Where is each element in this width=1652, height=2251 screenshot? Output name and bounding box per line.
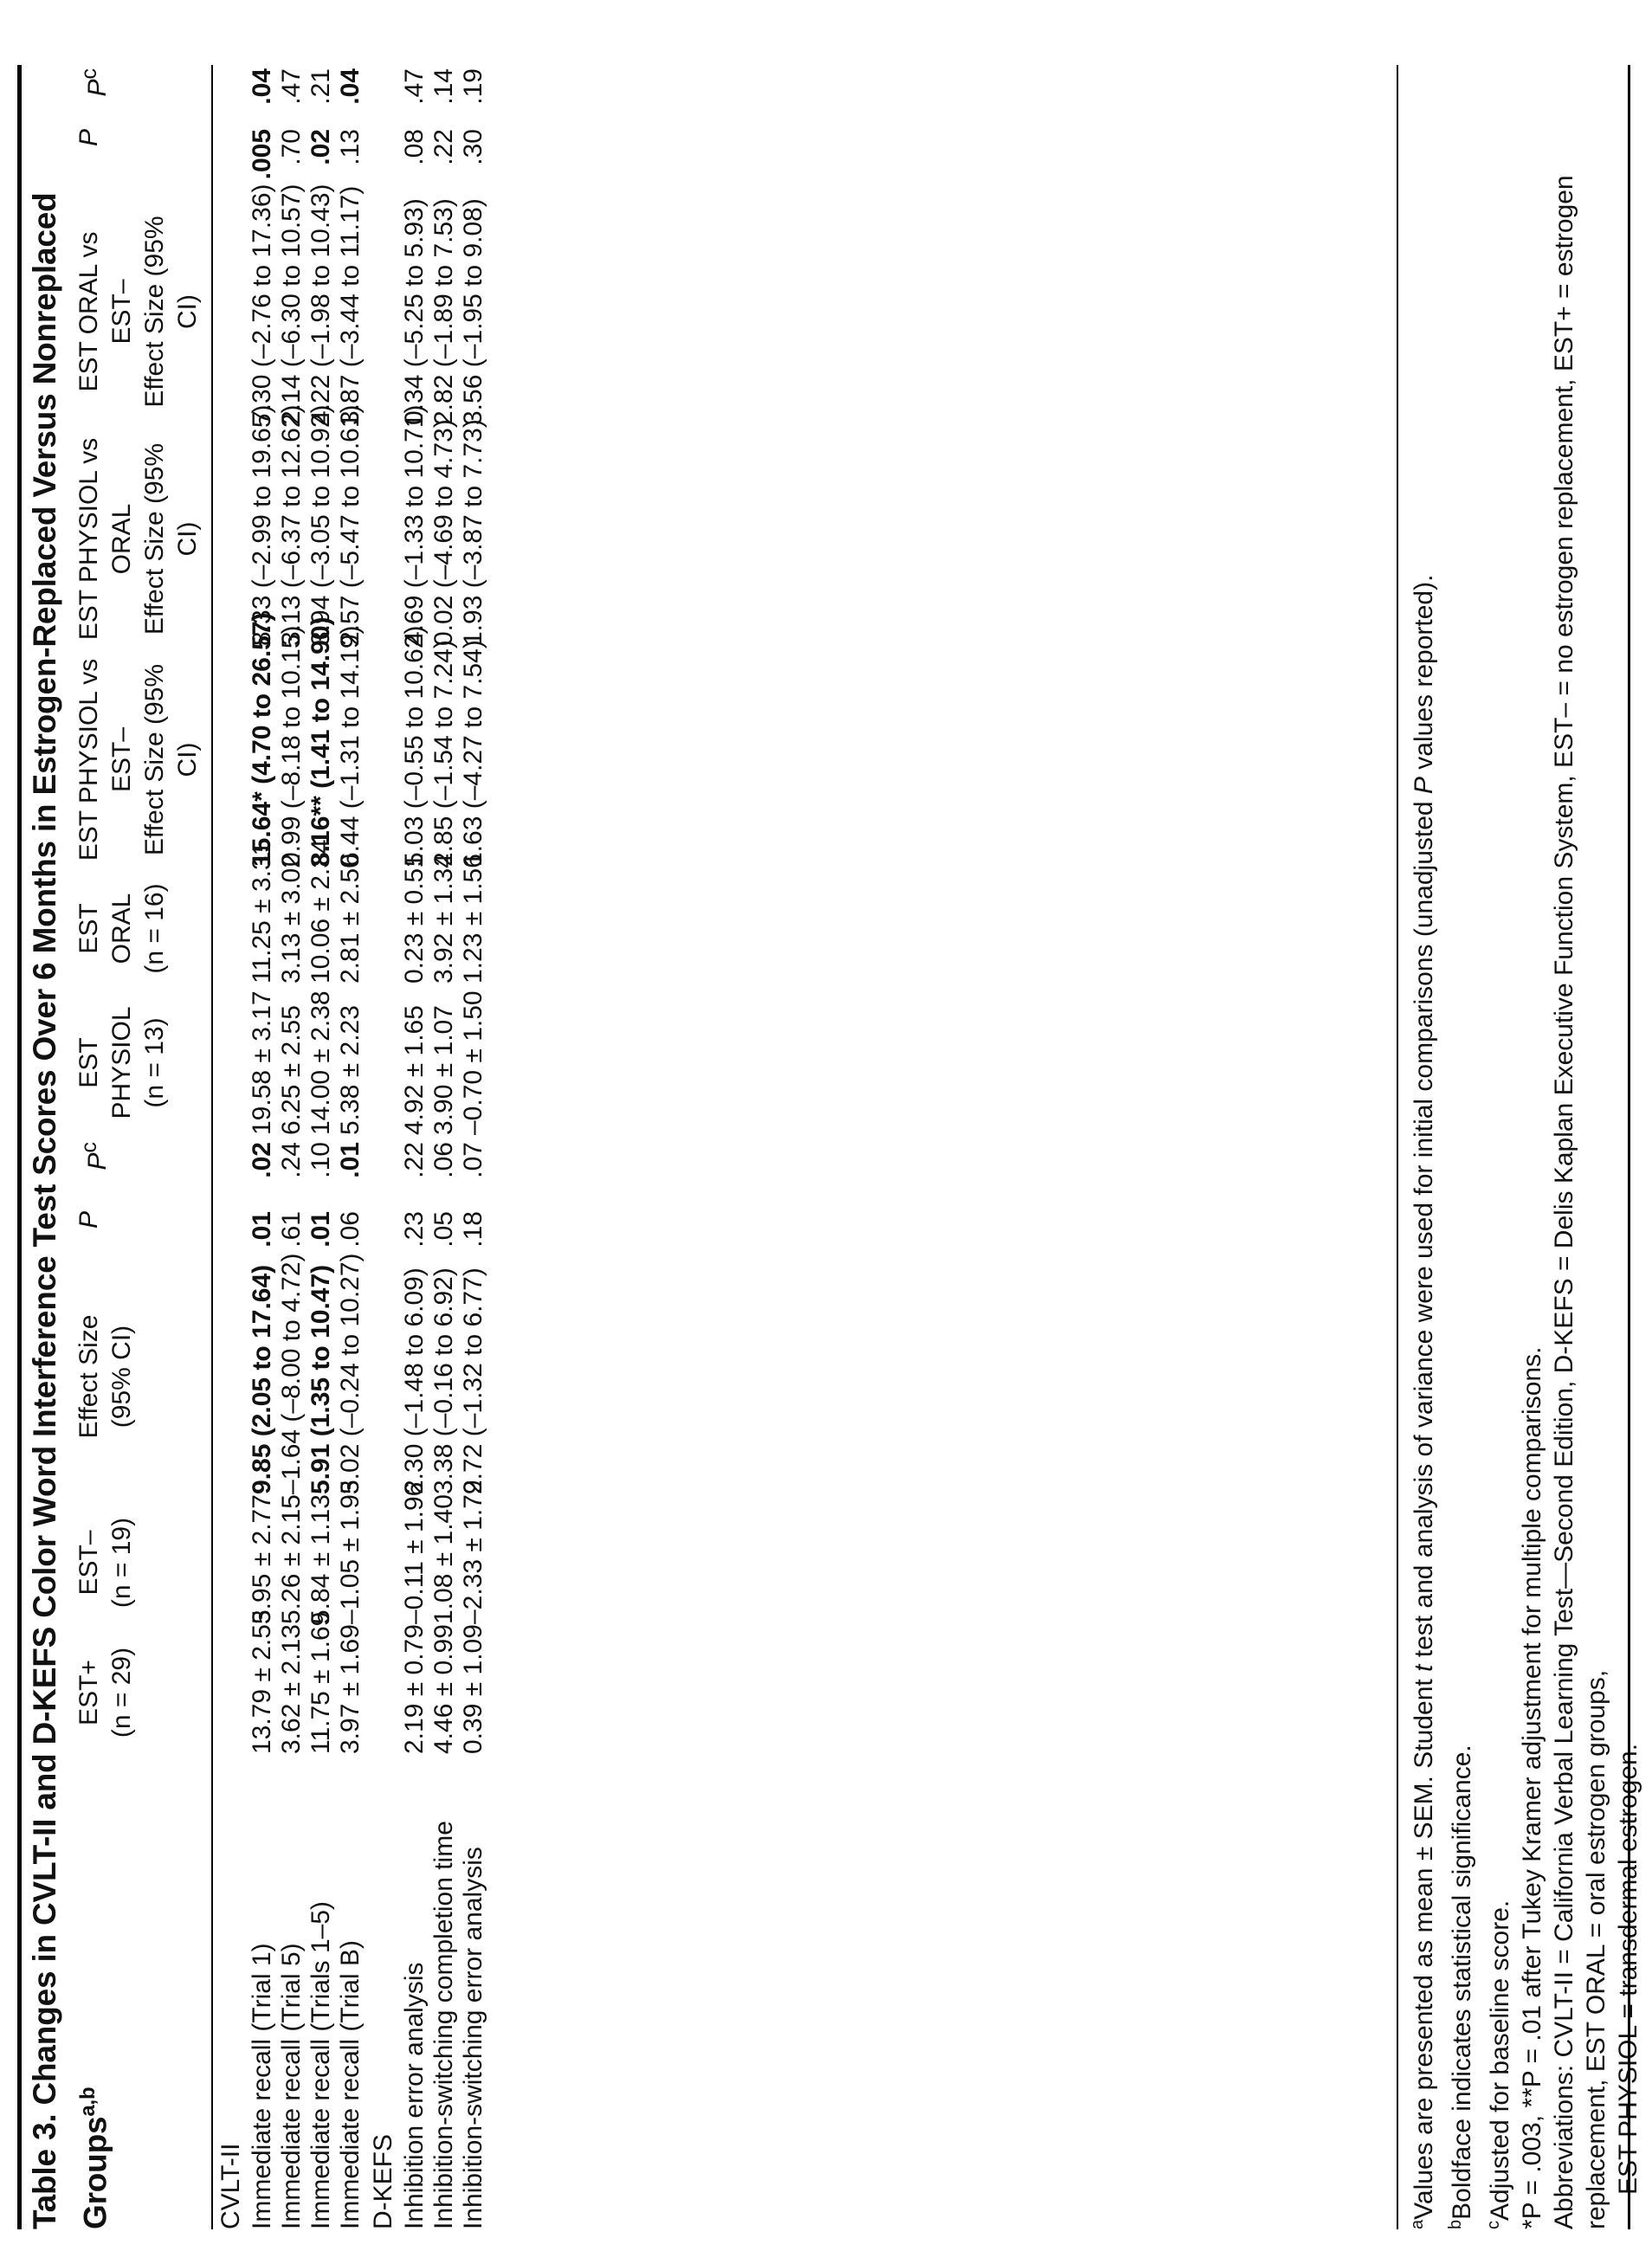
- cell-p-adjusted: .01: [336, 1142, 365, 1178]
- cell-effect-size: 5.91 (1.35 to 10.47): [307, 1264, 335, 1494]
- row-label: Inhibition-switching completion time: [429, 1821, 458, 2229]
- section-label-cvlt: CVLT-II: [216, 2143, 245, 2229]
- cell-physiol-vs-minus: 2.85 (–1.54 to 7.24): [429, 640, 458, 867]
- cell-est-physiol: 5.38 ± 2.23: [336, 1005, 365, 1135]
- cell-physiol-vs-oral: 4.69 (–1.33 to 10.71): [400, 404, 429, 646]
- cell-p-adjusted-2: .47: [277, 68, 306, 105]
- cell-p-adjusted-2: .47: [400, 68, 429, 105]
- row-label: Inhibition-switching error analysis: [459, 1847, 487, 2229]
- cell-effect-size: 3.38 (–0.16 to 6.92): [429, 1267, 458, 1494]
- cell-p: .18: [459, 1211, 487, 1248]
- cell-est-physiol: 6.25 ± 2.55: [277, 1005, 306, 1135]
- cell-est-plus: 3.62 ± 2.13: [277, 1624, 306, 1754]
- footnote-c: $^c$Adjusted for baseline score.: [1484, 1899, 1514, 2229]
- cell-est-oral: 3.92 ± 1.34: [429, 854, 458, 984]
- cell-physiol-vs-minus: 5.03 (–0.55 to 10.62): [400, 625, 429, 867]
- cell-est-minus: –2.33 ± 1.79: [459, 1480, 487, 1624]
- table-row: [307, 65, 336, 2229]
- header-est-plus: EST+ (n = 29): [74, 1647, 136, 1738]
- cell-physiol-vs-oral: 3.94 (–3.05 to 10.92): [307, 404, 335, 646]
- cell-est-plus: 4.46 ± 0.99: [429, 1624, 458, 1754]
- table-bottom-rule: [1628, 65, 1630, 2229]
- cell-est-oral: 0.23 ± 0.51: [400, 854, 429, 984]
- cell-p-adjusted: .10: [307, 1142, 335, 1178]
- row-label: Immediate recall (Trial B): [336, 1940, 365, 2229]
- header-est-minus: EST– (n = 19): [74, 1517, 136, 1609]
- header-p-adjusted: $P^c$: [77, 1142, 112, 1171]
- cell-p: .06: [336, 1211, 365, 1248]
- footnote-b: $^b$Boldface indicates statistical significance.: [1446, 1745, 1476, 2229]
- table-row: [400, 65, 429, 2229]
- cell-est-physiol: –0.70 ± 1.50: [459, 990, 487, 1135]
- cell-physiol-vs-minus: 0.99 (–8.18 to 10.15): [277, 625, 306, 867]
- table-footnotes: [1397, 65, 1644, 2229]
- cell-p-2: .22: [429, 129, 458, 165]
- section-label-dkefs: D-KEFS: [369, 2133, 397, 2229]
- cell-est-plus: 13.79 ± 2.55: [248, 1609, 276, 1754]
- cell-p-adjusted: .02: [248, 1142, 276, 1178]
- cell-effect-size: 5.02 (–0.24 to 10.27): [336, 1253, 365, 1494]
- cell-oral-vs-minus: 3.87 (–3.44 to 11.17): [336, 185, 365, 425]
- cell-effect-size: 2.30 (–1.48 to 6.09): [400, 1267, 429, 1494]
- table-row: [248, 65, 277, 2229]
- cell-p-adjusted-2: .04: [336, 68, 365, 105]
- cell-est-minus: –0.11 ± 1.96: [400, 1481, 429, 1624]
- cell-est-minus: 5.26 ± 2.15: [277, 1494, 306, 1624]
- row-label: Inhibition error analysis: [400, 1962, 429, 2229]
- table-row: [459, 65, 488, 2229]
- cell-p: .01: [307, 1211, 335, 1248]
- cell-oral-vs-minus: 2.14 (–6.30 to 10.57): [277, 184, 306, 425]
- header-p-adjusted-2: $P^c$: [77, 68, 112, 97]
- header-p: P: [74, 1211, 103, 1229]
- cell-p-2: .70: [277, 129, 306, 165]
- cell-p-2: .005: [248, 129, 276, 180]
- title-footnote-marker: a,b: [76, 2087, 100, 2117]
- rotated-table-page: [7, 30, 1643, 2247]
- footnote-abbreviations: Abbreviations: CVLT-II = California Verbal Learning Test—Second Edition, D-KEFS = Delis Kaplan Executive Function System, EST– = no estrogen replacement, EST+ = estrogen replacement, EST ORAL = oral estrogen groups,: [1550, 175, 1610, 2229]
- cell-est-minus: 1.08 ± 1.40: [429, 1494, 458, 1624]
- footnote-significance: *P = .003, **P = .01 after Tukey Kramer adjustment for multiple comparisons.: [1518, 1346, 1546, 2229]
- cell-oral-vs-minus: 0.34 (–5.25 to 5.93): [400, 198, 429, 425]
- header-est-oral: EST ORAL (n = 16): [74, 883, 169, 974]
- cell-p-2: .08: [400, 129, 429, 165]
- cell-est-minus: 3.95 ± 2.77: [248, 1494, 276, 1624]
- cell-p: .61: [277, 1211, 306, 1248]
- cell-effect-size: 2.72 (–1.32 to 6.77): [459, 1267, 487, 1494]
- results-table: [68, 65, 488, 2229]
- cell-est-oral: 11.25 ± 3.31: [248, 841, 276, 984]
- header-label: [68, 1758, 212, 2229]
- cell-physiol-vs-oral: 0.02 (–4.69 to 4.73): [429, 419, 458, 646]
- cell-p: .23: [400, 1211, 429, 1248]
- cell-physiol-vs-minus: 6.44 (–1.31 to 14.19): [336, 625, 365, 867]
- row-label: Immediate recall (Trials 1–5): [307, 1901, 335, 2229]
- cell-p-2: .30: [459, 129, 487, 165]
- section-row-dkefs: [365, 65, 400, 2229]
- table-row: [429, 65, 459, 2229]
- cell-physiol-vs-oral: 8.33 (–2.99 to 19.65): [248, 404, 276, 646]
- cell-p-2: .13: [336, 129, 365, 165]
- cell-est-plus: 3.97 ± 1.69: [336, 1624, 365, 1754]
- cell-est-oral: 10.06 ± 2.34: [307, 839, 335, 984]
- cell-p-adjusted: .07: [459, 1142, 487, 1178]
- cell-est-oral: 2.81 ± 2.50: [336, 854, 365, 984]
- header-est-physiol: EST PHYSIOL (n = 13): [74, 1006, 169, 1119]
- header-row: [68, 65, 212, 2229]
- cell-p-2: .02: [307, 129, 335, 165]
- cell-p: .01: [248, 1211, 276, 1248]
- header-physiol-vs-minus: EST PHYSIOL vs EST– Effect Size (95% CI): [74, 658, 202, 861]
- cell-est-physiol: 14.00 ± 2.38: [307, 990, 335, 1135]
- row-label: Immediate recall (Trial 5): [277, 1943, 306, 2229]
- cell-p-adjusted: .22: [400, 1142, 429, 1178]
- cell-physiol-vs-minus: 1.63 (–4.27 to 7.54): [459, 640, 487, 867]
- cell-est-physiol: 19.58 ± 3.17: [248, 990, 276, 1135]
- cell-p: .05: [429, 1211, 458, 1248]
- cell-p-adjusted-2: .19: [459, 68, 487, 105]
- header-oral-vs-minus: EST ORAL vs EST– Effect Size (95% CI): [74, 216, 202, 408]
- cell-physiol-vs-oral: 1.93 (–3.87 to 7.73): [459, 419, 487, 646]
- cell-p-adjusted-2: .21: [307, 68, 335, 105]
- cell-oral-vs-minus: 3.56 (–1.95 to 9.08): [459, 198, 487, 425]
- cell-est-plus: 0.39 ± 1.09: [459, 1624, 487, 1754]
- cell-p-adjusted-2: .04: [248, 68, 276, 105]
- cell-p-adjusted: .24: [277, 1142, 306, 1178]
- cell-effect-size: –1.64 (–8.00 to 4.72): [277, 1253, 306, 1494]
- cell-oral-vs-minus: 2.82 (–1.89 to 7.53): [429, 198, 458, 425]
- header-physiol-vs-oral: EST PHYSIOL vs ORAL Effect Size (95% CI): [74, 437, 202, 641]
- cell-est-minus: 5.84 ± 1.13: [307, 1494, 335, 1624]
- cell-est-physiol: 3.90 ± 1.07: [429, 1005, 458, 1135]
- cell-est-minus: –1.05 ± 1.93: [336, 1480, 365, 1624]
- section-row-cvlt: [212, 65, 248, 2229]
- footnote-a: $^a$Values are presented as mean ± SEM. Student t test and analysis of variance were used for initial comparisons (unadjusted P values reported).: [1408, 574, 1438, 2229]
- cell-physiol-vs-minus: 15.64* (4.70 to 26.57): [248, 612, 276, 867]
- table-row: [277, 65, 307, 2229]
- table-row: [336, 65, 365, 2229]
- cell-p-adjusted: .06: [429, 1142, 458, 1178]
- cell-effect-size: 9.85 (2.05 to 17.64): [248, 1264, 276, 1494]
- header-effect-size: Effect Size (95% CI): [74, 1314, 136, 1439]
- cell-est-physiol: 4.92 ± 1.65: [400, 1005, 429, 1135]
- cell-est-plus: 11.75 ± 1.69: [307, 1611, 335, 1754]
- cell-oral-vs-minus: 4.22 (–1.98 to 10.43): [307, 184, 335, 425]
- cell-est-oral: 3.13 ± 3.02: [277, 854, 306, 984]
- cell-physiol-vs-oral: 2.57 (–5.47 to 10.61): [336, 404, 365, 646]
- cell-physiol-vs-minus: 8.16** (1.41 to 14.90): [307, 616, 335, 867]
- footnote-abbreviations-cont: EST PHYSIOL = transdermal estrogen.: [1614, 1743, 1642, 2195]
- table-title-text: Table 3. Changes in CVLT-II and D-KEFS Color Word Interference Test Scores Over 6 Months in Estrogen-Replaced Versus Nonreplaced Groups: [27, 192, 113, 2229]
- header-p-2: P: [74, 129, 103, 147]
- cell-oral-vs-minus: 7.30 (–2.76 to 17.36): [248, 184, 276, 425]
- cell-est-plus: 2.19 ± 0.79: [400, 1624, 429, 1754]
- cell-p-adjusted-2: .14: [429, 68, 458, 105]
- cell-physiol-vs-oral: 3.13 (–6.37 to 12.62): [277, 404, 306, 646]
- cell-est-oral: 1.23 ± 1.56: [459, 854, 487, 984]
- row-label: Immediate recall (Trial 1): [248, 1943, 276, 2229]
